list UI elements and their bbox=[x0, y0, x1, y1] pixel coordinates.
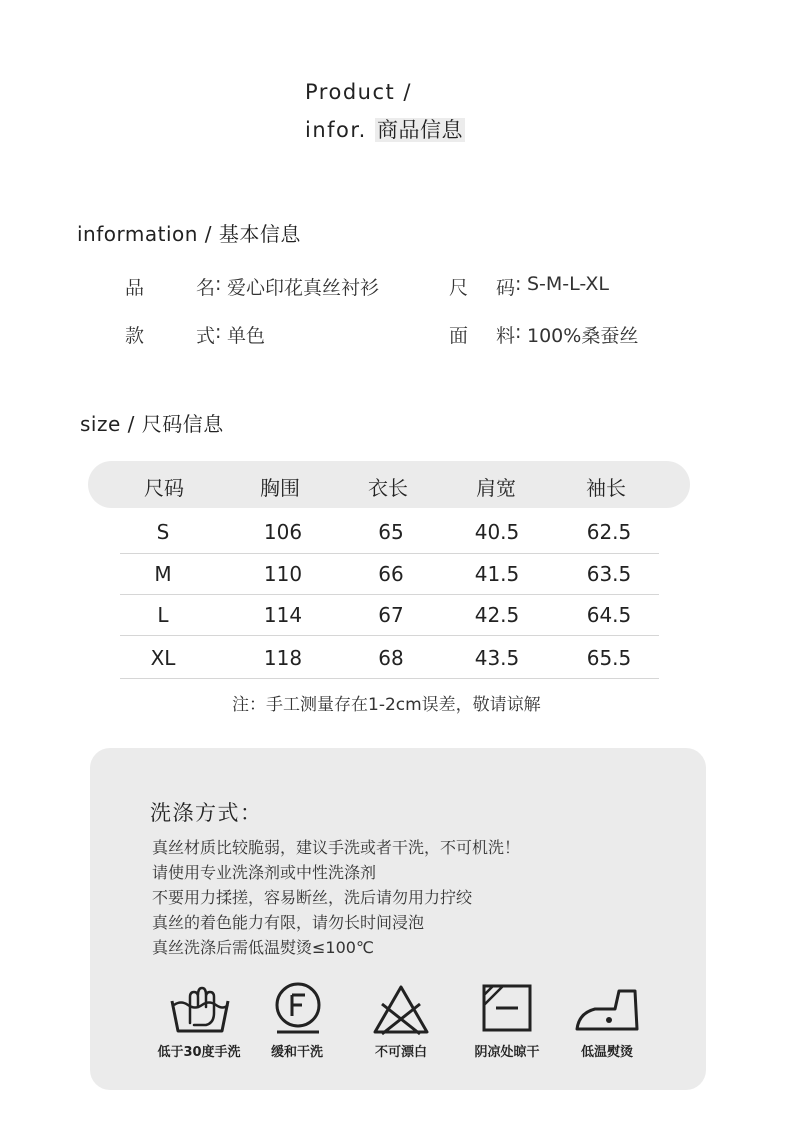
care-title: 洗涤方式： bbox=[150, 801, 263, 825]
info-value: 爱心印花真丝衬衫 bbox=[227, 277, 380, 299]
care-line: 不要用力揉搓，容易断丝，洗后请勿用力拧绞 bbox=[152, 888, 473, 907]
care-line: 请使用专业洗涤剂或中性洗涤剂 bbox=[152, 863, 377, 882]
size-table-cell: 42.5 bbox=[474, 603, 520, 627]
size-table-cell: 63.5 bbox=[586, 562, 632, 586]
size-table-header: 肩宽 bbox=[476, 476, 516, 500]
header-title-en: Product / bbox=[305, 80, 412, 104]
info-colon: : bbox=[215, 321, 222, 343]
size-table-cell: 65.5 bbox=[586, 646, 632, 670]
size-table-header: 衣长 bbox=[368, 476, 408, 500]
shade-dry-icon bbox=[481, 983, 533, 1033]
size-table-cell: 41.5 bbox=[474, 562, 520, 586]
info-label-b: 料 bbox=[495, 325, 515, 347]
info-item-size bbox=[449, 273, 609, 300]
care-line: 真丝洗涤后需低温熨烫≤100℃ bbox=[152, 938, 374, 957]
info-label-b: 码 bbox=[495, 277, 515, 299]
size-table-cell: 62.5 bbox=[586, 520, 632, 544]
header-title bbox=[305, 114, 465, 144]
info-value: 单色 bbox=[227, 325, 266, 347]
size-table-header: 胸围 bbox=[260, 476, 300, 500]
table-row-divider bbox=[120, 678, 659, 679]
table-row-divider bbox=[120, 635, 659, 636]
care-line: 真丝的着色能力有限，请勿长时间浸泡 bbox=[152, 913, 425, 932]
info-label-b: 式 bbox=[195, 325, 215, 347]
size-table-header: 袖长 bbox=[586, 476, 626, 500]
size-table-cell: 118 bbox=[263, 646, 303, 670]
info-label-a: 品 bbox=[125, 277, 145, 299]
care-icon-label: 低温熨烫 bbox=[580, 1045, 634, 1060]
header-title-prefix: infor. bbox=[305, 118, 367, 142]
size-note: 注：手工测量存在1-2cm误差，敬请谅解 bbox=[232, 695, 541, 715]
size-table-cell: 65 bbox=[378, 520, 404, 544]
info-label-a: 面 bbox=[449, 325, 469, 347]
table-row-divider bbox=[120, 553, 659, 554]
info-item-fabric bbox=[449, 321, 638, 348]
info-item-name bbox=[125, 273, 379, 300]
care-icon-label: 低于30度手洗 bbox=[157, 1045, 241, 1060]
size-table-cell: 68 bbox=[378, 646, 404, 670]
care-icon-label: 缓和干洗 bbox=[270, 1045, 324, 1060]
size-table-header: 尺码 bbox=[144, 476, 184, 500]
hand-wash-30-icon bbox=[168, 983, 232, 1035]
info-label-a: 款 bbox=[125, 325, 145, 347]
info-value: 100%桑蚕丝 bbox=[527, 325, 639, 347]
info-colon: : bbox=[215, 273, 222, 295]
size-table-cell: 110 bbox=[263, 562, 303, 586]
size-table-cell: 67 bbox=[378, 603, 404, 627]
table-row-divider bbox=[120, 594, 659, 595]
size-table-cell: XL bbox=[150, 646, 176, 670]
info-value: S-M-L-XL bbox=[527, 273, 609, 295]
info-label-a: 尺 bbox=[449, 277, 469, 299]
low-iron-icon bbox=[573, 985, 641, 1033]
care-line: 真丝材质比较脆弱，建议手洗或者干洗，不可机洗！ bbox=[152, 838, 521, 857]
size-table-cell: S bbox=[156, 520, 170, 544]
info-colon: : bbox=[515, 273, 522, 295]
size-table-cell: 43.5 bbox=[474, 646, 520, 670]
no-bleach-icon bbox=[372, 984, 430, 1036]
size-table-cell: 114 bbox=[263, 603, 303, 627]
info-section-title: information / 基本信息 bbox=[77, 222, 301, 246]
size-table-cell: 66 bbox=[378, 562, 404, 586]
size-table-cell: M bbox=[154, 562, 172, 586]
gentle-dry-clean-icon bbox=[273, 981, 323, 1035]
header-title-highlight: 商品信息 bbox=[376, 118, 463, 142]
size-table-cell: 40.5 bbox=[474, 520, 520, 544]
info-colon: : bbox=[515, 321, 522, 343]
care-icon-label: 不可漂白 bbox=[374, 1045, 428, 1060]
size-table-cell: L bbox=[157, 603, 169, 627]
size-section-title: size / 尺码信息 bbox=[80, 412, 224, 436]
info-item-style bbox=[125, 321, 265, 348]
info-label-b: 名 bbox=[195, 277, 215, 299]
size-table-cell: 106 bbox=[263, 520, 303, 544]
care-icon-label: 阴凉处晾干 bbox=[474, 1045, 540, 1060]
size-table-cell: 64.5 bbox=[586, 603, 632, 627]
